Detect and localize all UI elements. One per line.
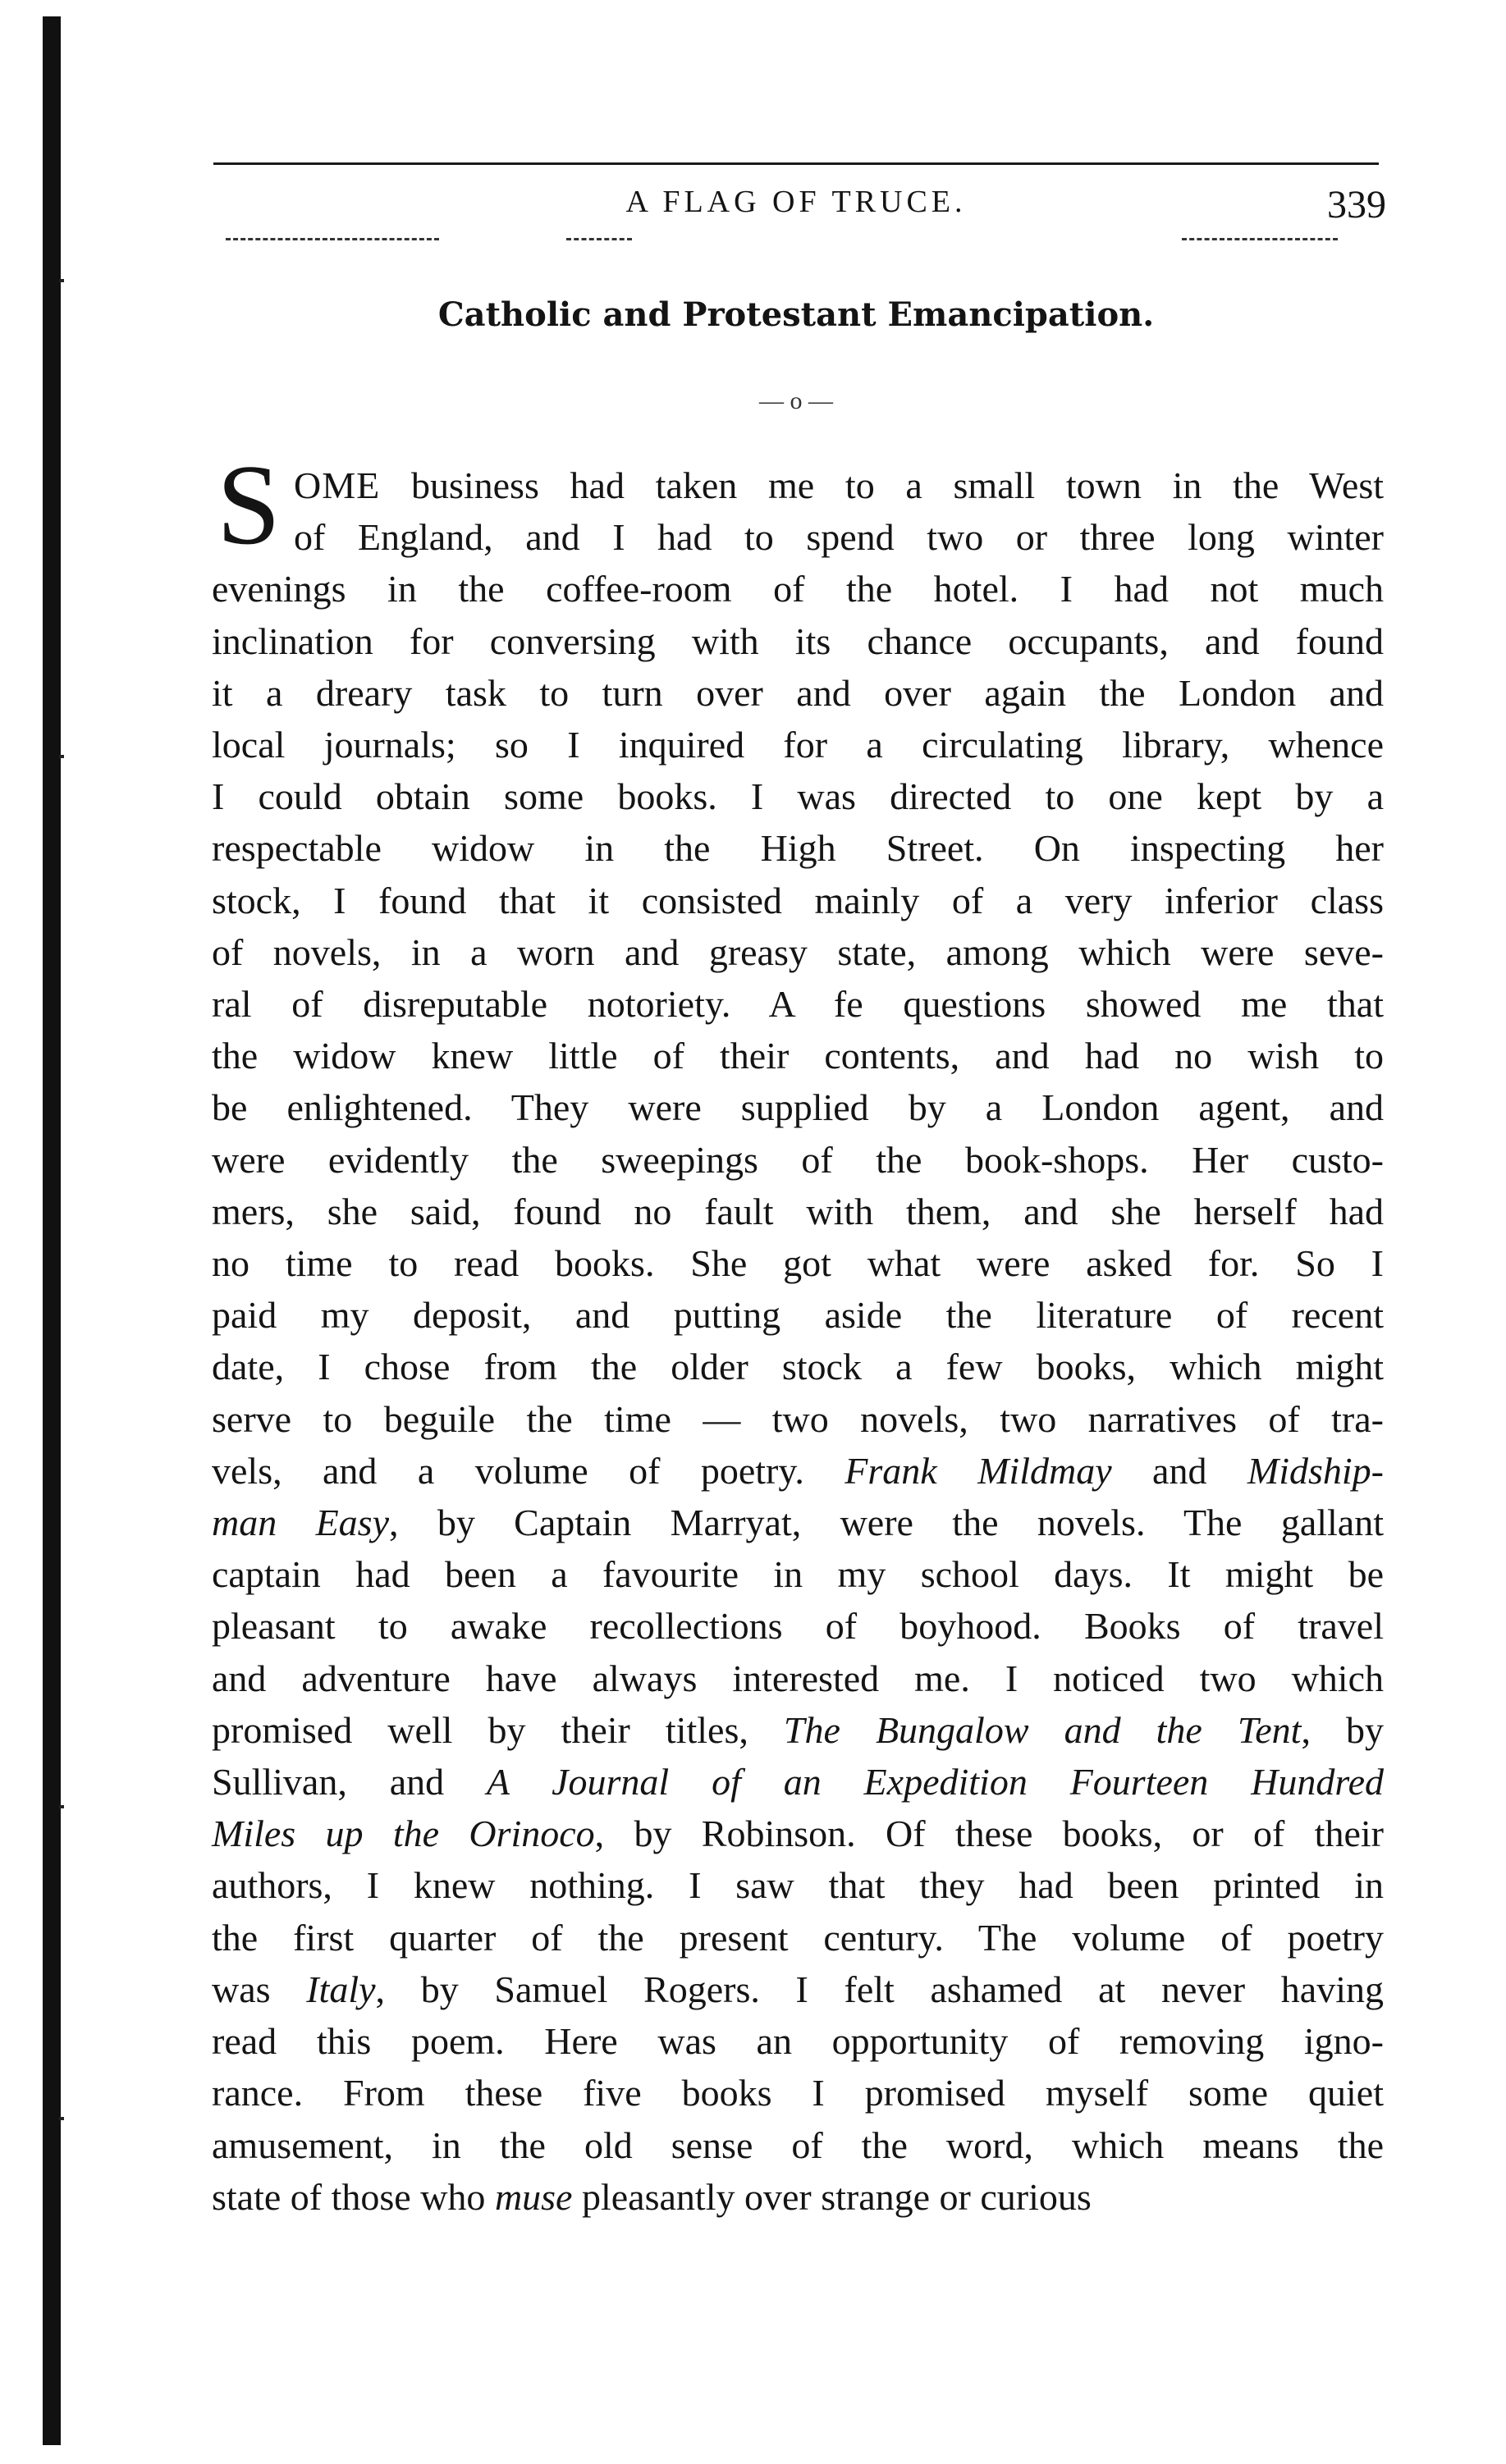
text-line	[212, 1704, 1384, 1756]
text-line	[212, 719, 1384, 770]
text-line	[212, 1237, 1384, 1289]
text-segment: serve to beguile the time — two novels, two narratives of tra-	[212, 1397, 1384, 1440]
text-segment: the widow knew little of their contents, and had no wish to	[212, 1035, 1384, 1077]
text-segment: evenings in the coffee-room of the hotel. I had not much	[212, 568, 1384, 610]
text-segment: of England, and I had to spend two or three long winter	[294, 516, 1384, 559]
text-segment: and adventure have always interested me. I noticed two which	[212, 1657, 1384, 1699]
text-segment: state of those who	[212, 2175, 495, 2218]
text-segment: authors, I knew nothing. I saw that they had been printed in	[212, 1864, 1384, 1907]
italic-title: muse	[494, 2175, 573, 2218]
italic-title: Italy	[306, 1968, 376, 2010]
text-line	[212, 2119, 1384, 2171]
text-segment: Sullivan, and	[212, 1761, 487, 1803]
italic-title: man Easy	[212, 1502, 389, 1544]
text-segment: business had taken me to a small town in the West	[380, 464, 1384, 506]
text-segment: no time to read books. She got what were asked for. So I	[212, 1242, 1384, 1285]
text-segment: the first quarter of the present century. The volume of poetry	[212, 1916, 1384, 1959]
text-segment: amusement, in the old sense of the word, which means the	[212, 2123, 1384, 2166]
drop-cap: S	[217, 441, 281, 569]
text-segment: , by Samuel Rogers. I felt ashamed at never having	[375, 1968, 1384, 2010]
text-line	[212, 1445, 1384, 1497]
header-rule	[213, 162, 1379, 165]
binding-speck	[59, 2117, 64, 2120]
text-line	[212, 1808, 1384, 1859]
italic-title: Miles up the Orinoco	[212, 1813, 595, 1855]
text-segment: was	[212, 1968, 307, 2010]
text-segment: it a dreary task to turn over and over again the London and	[212, 671, 1384, 714]
text-line	[212, 1186, 1384, 1237]
text-segment: inclination for conversing with its chance occupants, and found	[212, 619, 1384, 662]
text-segment: captain had been a favourite in my school days. It might be	[212, 1553, 1384, 1596]
text-segment: I could obtain some books. I was directed to one kept by a	[212, 775, 1384, 818]
text-line	[212, 1289, 1384, 1341]
text-line	[212, 1600, 1384, 1652]
text-line	[212, 770, 1384, 822]
text-line	[212, 1963, 1384, 2015]
text-line	[212, 615, 1384, 667]
text-line	[212, 1081, 1384, 1133]
text-segment: mers, she said, found no fault with them, and she herself had	[212, 1190, 1384, 1232]
text-line	[212, 1497, 1384, 1548]
article-body	[212, 459, 1384, 2223]
text-segment: pleasantly over strange or curious	[572, 2175, 1092, 2218]
text-line	[212, 511, 1384, 563]
text-segment: be enlightened. They were supplied by a London agent, and	[212, 1086, 1384, 1129]
text-line	[212, 1030, 1384, 1081]
text-line	[212, 875, 1384, 926]
text-line	[212, 1653, 1384, 1704]
text-segment: local journals; so I inquired for a circulating library, whence	[212, 724, 1384, 766]
header-dash-rule	[566, 238, 632, 240]
running-title: A FLAG OF TRUCE.	[625, 185, 967, 219]
text-line	[212, 2015, 1384, 2067]
text-segment: , by Robinson. Of these books, or of their	[594, 1813, 1384, 1855]
text-line	[212, 2067, 1384, 2119]
text-line	[212, 667, 1384, 719]
text-line	[212, 926, 1384, 978]
text-segment: pleasant to awake recollections of boyhood. Books of travel	[212, 1605, 1384, 1648]
italic-title: Frank Mildmay	[845, 1449, 1112, 1492]
text-line	[212, 1859, 1384, 1911]
text-line	[212, 1912, 1384, 1963]
text-segment: rance. From these five books I promised myself some quiet	[212, 2072, 1384, 2114]
text-line	[212, 459, 1384, 511]
text-line	[212, 1756, 1384, 1808]
text-segment: vels, and a volume of poetry.	[212, 1449, 845, 1492]
text-segment: , by Captain Marryat, were the novels. The gallant	[388, 1502, 1384, 1544]
text-line	[212, 1548, 1384, 1600]
text-segment: respectable widow in the High Street. On inspecting her	[212, 827, 1384, 870]
text-line	[212, 2171, 1384, 2223]
text-line	[212, 978, 1384, 1030]
page-number: 339	[1327, 183, 1386, 226]
header-dash-rule	[226, 238, 439, 240]
opening-small-caps: OME	[294, 464, 381, 506]
text-segment: and	[1111, 1449, 1247, 1492]
text-segment: paid my deposit, and putting aside the literature of recent	[212, 1294, 1384, 1337]
header-dash-rule	[1182, 238, 1338, 240]
text-segment: read this poem. Here was an opportunity of removing igno-	[212, 2020, 1384, 2063]
binding-speck	[59, 279, 64, 282]
text-line	[212, 822, 1384, 874]
binding-speck	[59, 755, 64, 758]
text-segment: were evidently the sweepings of the book-shops. Her custo-	[212, 1138, 1384, 1181]
text-segment: , by	[1301, 1708, 1384, 1751]
section-heading: Catholic and Protestant Emancipation.	[437, 295, 1155, 334]
italic-title: The Bungalow and the Tent	[783, 1708, 1302, 1751]
binding-speck	[59, 1805, 64, 1808]
section-ornament: — o —	[759, 387, 833, 414]
page-binding-edge	[43, 16, 61, 2445]
italic-title: Midship-	[1247, 1449, 1385, 1492]
text-segment: ral of disreputable notoriety. A fe questions showed me that	[212, 983, 1384, 1026]
text-line	[212, 563, 1384, 615]
text-line	[212, 1393, 1384, 1445]
text-segment: stock, I found that it consisted mainly of a very inferior class	[212, 879, 1384, 921]
text-line	[212, 1341, 1384, 1392]
text-segment: of novels, in a worn and greasy state, among which were seve-	[212, 930, 1384, 973]
text-line	[212, 1134, 1384, 1186]
italic-title: A Journal of an Expedition Fourteen Hundred	[486, 1761, 1384, 1803]
text-segment: date, I chose from the older stock a few books, which might	[212, 1346, 1384, 1388]
text-segment: promised well by their titles,	[212, 1708, 784, 1751]
